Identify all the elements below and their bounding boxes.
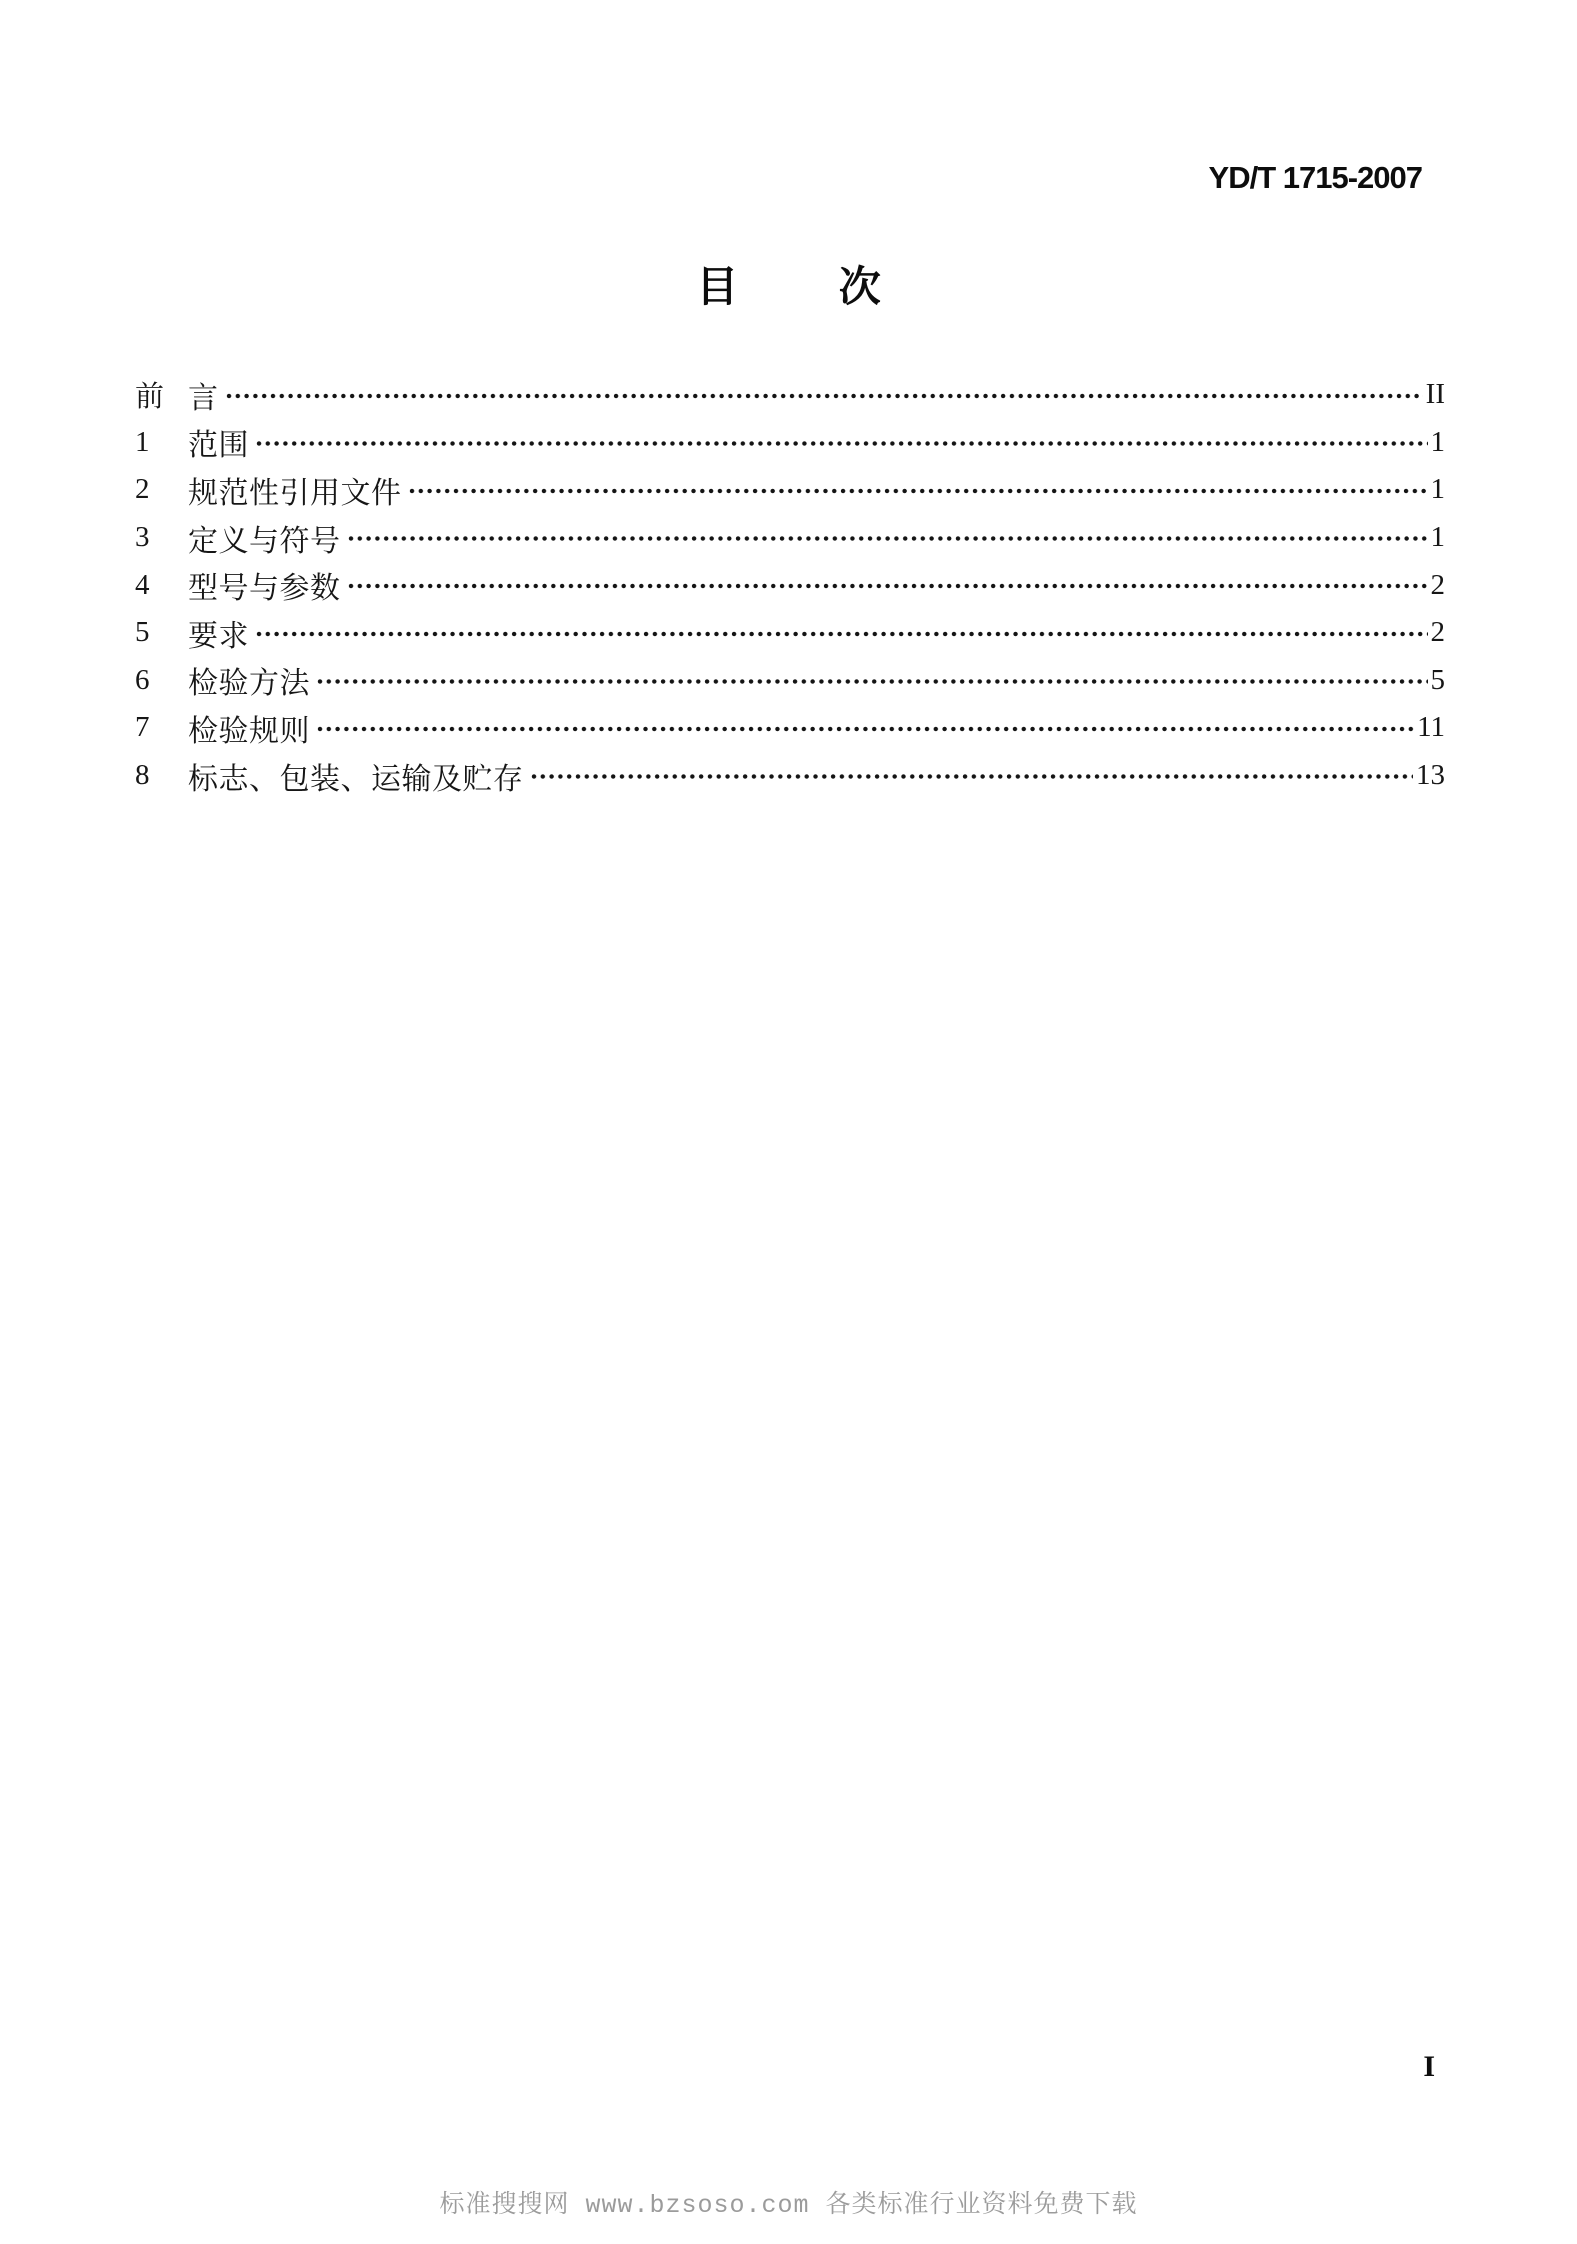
toc-entry-label: 规范性引用文件 [188, 476, 402, 510]
toc-entry-label: 范围 [188, 429, 249, 463]
toc-entry-number: 5 [135, 616, 150, 649]
toc-entry-number: 2 [135, 473, 150, 506]
toc-entry [135, 419, 1445, 467]
toc-entry-number: 1 [135, 425, 150, 458]
page-number: I [1423, 2050, 1435, 2083]
toc-entry-page: 5 [1430, 663, 1445, 696]
toc-entry-page: II [1425, 378, 1445, 411]
toc-entry-page: 1 [1430, 521, 1445, 554]
dot-leader [316, 704, 1414, 752]
dot-leader [255, 419, 1428, 467]
toc-entry [135, 704, 1445, 752]
dot-leader [347, 561, 1428, 609]
toc-entry-number: 4 [135, 568, 150, 601]
toc-entry [135, 657, 1445, 705]
toc-entry [135, 609, 1445, 657]
toc-entry-page: 2 [1430, 616, 1445, 649]
page-title-char-2: 次 [838, 265, 881, 311]
page-title [0, 263, 1577, 313]
toc-entry-number: 6 [135, 663, 150, 696]
standard-code: YD/T 1715-2007 [1208, 160, 1422, 195]
dot-leader [347, 514, 1428, 562]
toc-entry-label: 标志、包装、运输及贮存 [188, 762, 524, 796]
toc-entry-number: 8 [135, 759, 150, 792]
toc-entry-label: 检验方法 [188, 667, 310, 701]
toc-entry-number: 3 [135, 521, 150, 554]
dot-leader [316, 657, 1428, 705]
dot-leader [408, 466, 1428, 514]
dot-leader [255, 609, 1428, 657]
dot-leader [530, 752, 1414, 800]
watermark-text: 标准搜搜网 www.bzsoso.com 各类标准行业资料免费下载 [439, 2191, 1138, 2220]
toc-entry [135, 561, 1445, 609]
toc-entry-label: 检验规则 [188, 714, 310, 748]
toc-entry-page: 13 [1416, 759, 1445, 792]
toc-entry-label: 言 [188, 381, 219, 415]
toc-entry-page: 2 [1430, 568, 1445, 601]
toc-entry [135, 466, 1445, 514]
page-title-char-1: 目 [696, 265, 739, 311]
toc-entry-label: 型号与参数 [188, 572, 341, 606]
toc-entry-label: 要求 [188, 619, 249, 653]
dot-leader [225, 371, 1423, 419]
toc-entry [135, 371, 1445, 419]
toc-entry-page: 1 [1430, 425, 1445, 458]
toc-list [135, 371, 1445, 799]
toc-entry-number: 7 [135, 711, 150, 744]
toc-entry [135, 752, 1445, 800]
toc-entry-page: 1 [1430, 473, 1445, 506]
toc-entry [135, 514, 1445, 562]
toc-entry-page: 11 [1417, 711, 1445, 744]
toc-entry-label: 定义与符号 [188, 524, 341, 558]
toc-entry-number: 前 [135, 381, 165, 414]
